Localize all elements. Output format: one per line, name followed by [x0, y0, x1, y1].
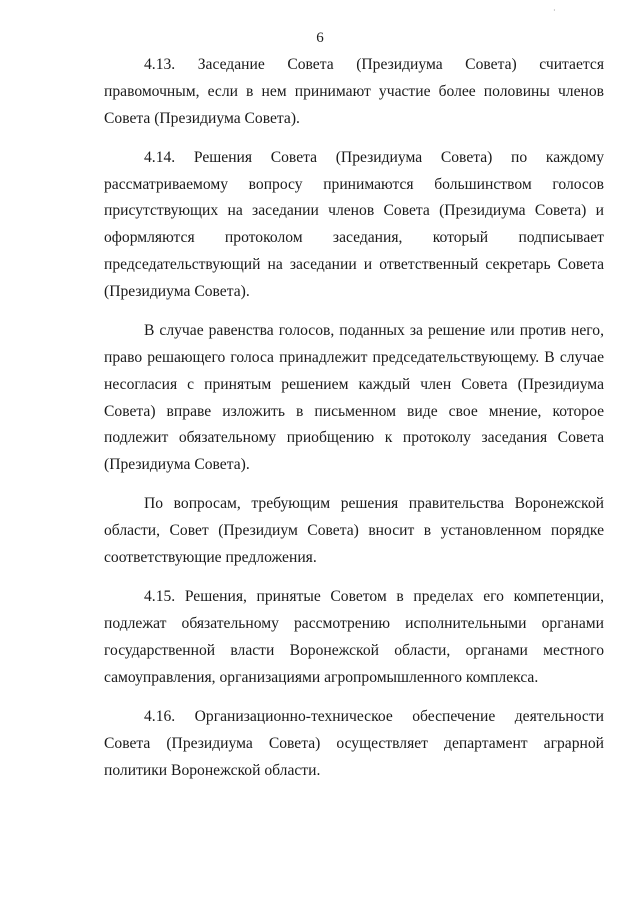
corner-mark: ·	[553, 6, 556, 15]
paragraph-4-15: 4.15. Решения, принятые Советом в пределах его компетенции, подлежат обязательному рассмотрению исполнительными органами государственной власти Воронежской области, органами местного самоуправления, организациями агропромышленного комплекса.	[104, 588, 604, 686]
paragraph-tie-vote: В случае равенства голосов, поданных за решение или против него, право решающего голоса принадлежит председательствующему. В случае несогласия с принятым решением каждый член Совета (Президиума Совета) вправе изложить в письменном виде свое мнение, которое подлежит обязательному приобщению к протоколу заседания Совета (Президиума Совета).	[104, 322, 604, 474]
page-number: 6	[316, 30, 324, 46]
document-body	[104, 52, 604, 797]
paragraph-4-13: 4.13. Заседание Совета (Президиума Совета) считается правомочным, если в нем принимают участие более половины членов Совета (Президиума Совета).	[104, 56, 604, 127]
paragraph-4-14: 4.14. Решения Совета (Президиума Совета) по каждому рассматриваемому вопросу принимаются большинством голосов присутствующих на заседании членов Совета (Президиума Совета) и оформляются протоколом заседания, который подписывает председательствующий на заседании и ответственный секретарь Совета (Президиума Совета).	[104, 148, 604, 300]
paragraph-government-proposals: По вопросам, требующим решения правительства Воронежской области, Совет (Президиум Совета) вносит в установленном порядке соответствующие предложения.	[104, 495, 604, 567]
paragraph-4-16: 4.16. Организационно-техническое обеспечение деятельности Совета (Президиума Совета) осуществляет департамент аграрной политики Воронежской области.	[104, 708, 604, 779]
